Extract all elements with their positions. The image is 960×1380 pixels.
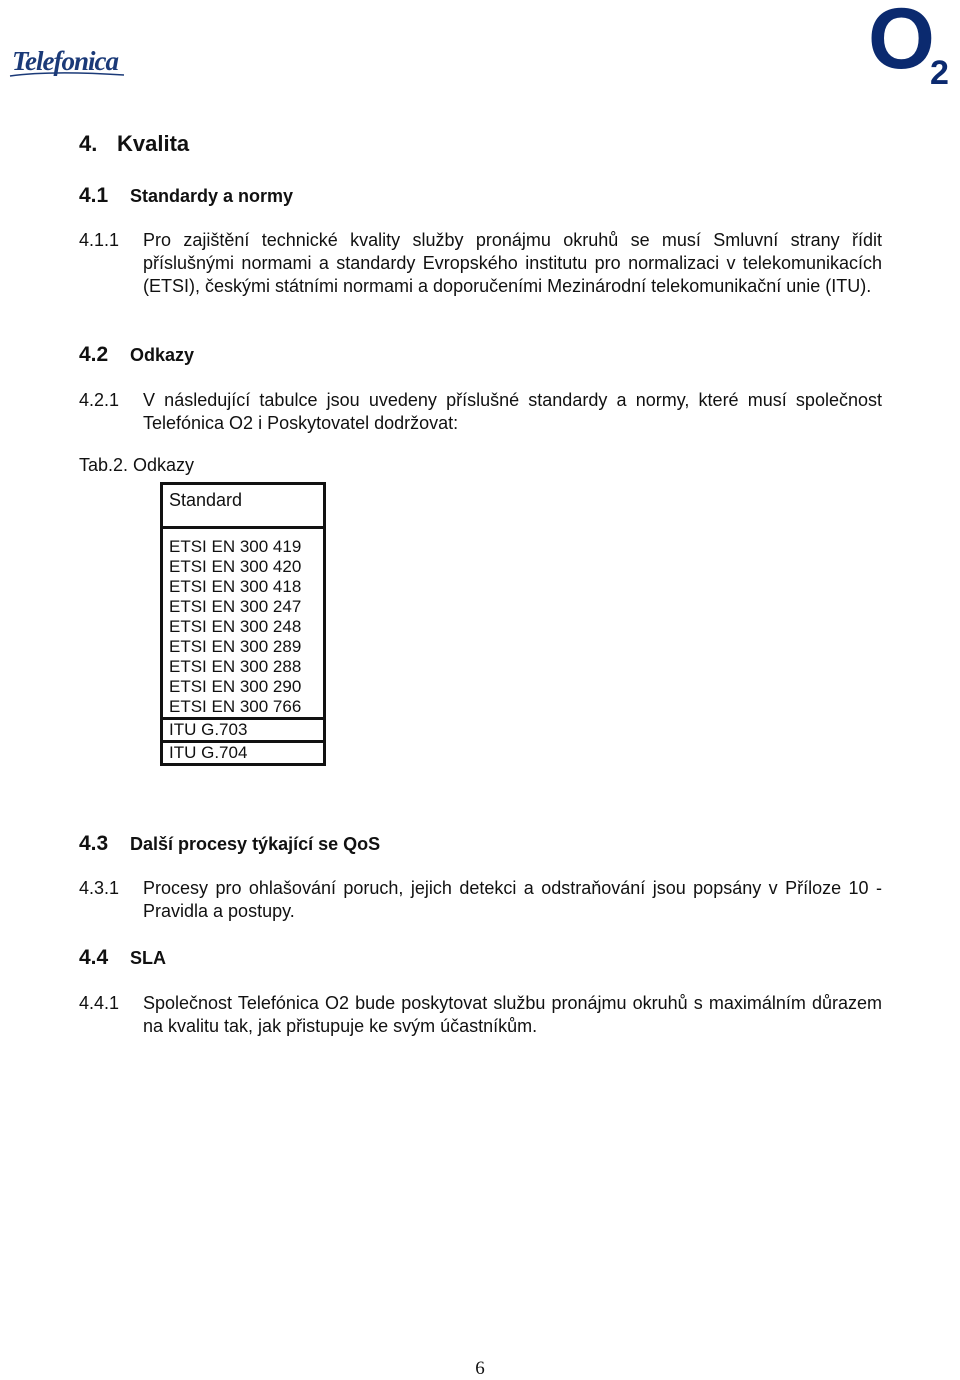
chapter-heading [79,131,189,157]
section-number: 4.1 [79,184,109,207]
o2-logo-subscript: 2 [930,54,949,88]
telefonica-logo [8,40,128,84]
paragraph-text: Procesy pro ohlašování poruch, jejich detekci a odstraňování jsou popsány v Příloze 10 - Pravidla a postupy. [143,878,882,921]
standard-cell: ETSI EN 300 248 [162,617,325,637]
chapter-title: Kvalita [117,131,190,156]
telefonica-logo-text: Telefonica [12,46,118,76]
section-number: 4.3 [79,832,109,855]
table-row [162,742,325,765]
table-row [162,677,325,697]
section-number: 4.4 [79,946,109,969]
page-number: 6 [475,1358,485,1379]
section-title: Další procesy týkající se QoS [130,834,381,854]
section-title: Odkazy [130,345,195,365]
paragraph-number: 4.4.1 [79,993,120,1013]
paragraph-text: Společnost Telefónica O2 bude poskytovat službu pronájmu okruhů s maximálním důrazem na kvalitu tak, jak přistupuje ke svým účastníkům. [143,993,882,1036]
table-row [162,637,325,657]
standard-cell: ITU G.703 [162,719,325,742]
standard-cell: ETSI EN 300 290 [162,677,325,697]
standard-cell: ETSI EN 300 418 [162,577,325,597]
paragraph-number: 4.2.1 [79,390,120,410]
section-title: SLA [130,948,166,968]
section-heading-4-4 [79,946,166,970]
table-row [162,719,325,742]
paragraph-4-2-1 [79,389,882,435]
section-number: 4.2 [79,343,109,366]
table-row [162,617,325,637]
o2-logo-letter: O [868,0,935,87]
standard-cell: ITU G.704 [162,742,325,765]
paragraph-number: 4.1.1 [79,230,120,250]
standard-cell: ETSI EN 300 766 [162,697,325,719]
section-heading-4-3 [79,832,380,856]
standard-cell: ETSI EN 300 419 [162,528,325,558]
table-row [162,657,325,677]
table-row [162,528,325,558]
standard-cell: ETSI EN 300 289 [162,637,325,657]
section-heading-4-2 [79,343,194,367]
paragraph-text: Pro zajištění technické kvality služby pronájmu okruhů se musí Smluvní strany řídit příslušnými normami a standardy Evropského institutu pro normalizaci v telekomunikacích (ETSI), českými státními normami a doporučeními Mezinárodní telekomunikační unie (ITU). [143,230,882,296]
standard-cell: ETSI EN 300 247 [162,597,325,617]
table-row [162,597,325,617]
table-row [162,697,325,719]
table-header-row [162,484,325,528]
table-header-cell: Standard [162,484,325,528]
standards-table [160,482,326,766]
paragraph-4-1-1 [79,229,882,298]
table-row [162,577,325,597]
paragraph-text: V následující tabulce jsou uvedeny příslušné standardy a normy, které musí společnost Telefónica O2 i Poskytovatel dodržovat: [143,390,882,433]
chapter-number: 4. [79,131,98,156]
section-heading-4-1 [79,184,293,208]
o2-logo [868,0,960,88]
paragraph-number: 4.3.1 [79,878,120,898]
standard-cell: ETSI EN 300 420 [162,557,325,577]
paragraph-4-3-1 [79,877,882,923]
table-row [162,557,325,577]
telefonica-swoosh-icon [8,70,126,80]
table-caption: Tab.2. Odkazy [79,455,195,475]
standard-cell: ETSI EN 300 288 [162,657,325,677]
section-title: Standardy a normy [130,186,294,206]
paragraph-4-4-1 [79,992,882,1038]
